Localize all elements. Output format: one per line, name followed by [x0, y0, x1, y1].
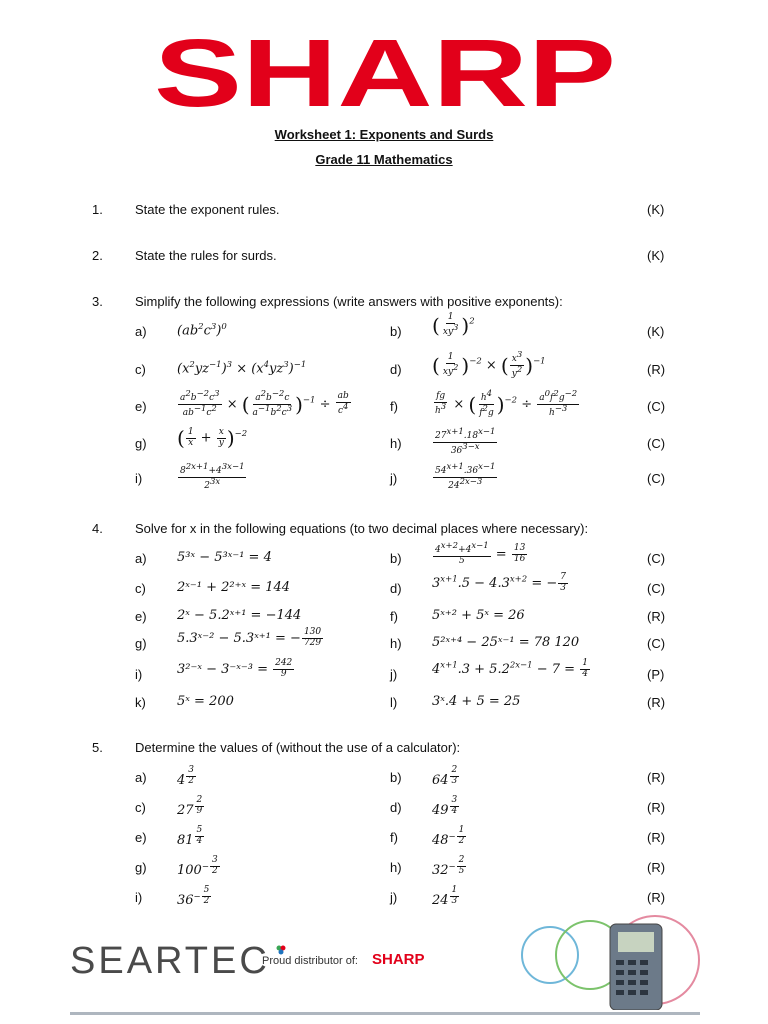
- svg-text:SHARP: SHARP: [154, 28, 616, 116]
- item-label: d): [390, 800, 402, 815]
- item-label: g): [135, 860, 147, 875]
- math-expression: $36^{- \frac{5}{2}}$: [177, 885, 210, 909]
- distributor-tagline: Proud distributor of:: [262, 955, 358, 967]
- seartec-wordmark: SEARTEC: [70, 940, 270, 982]
- item-label: d): [390, 362, 402, 377]
- cognitive-level: (K): [647, 324, 665, 339]
- item-label: c): [135, 800, 146, 815]
- math-expression: $3^{x+1}.5 - 4.3^{x+2}$ = − $\frac{7}{3}$: [432, 572, 566, 593]
- math-expression: $\frac{fg}{h^3}$ × ( $\frac{h^4}{f^2g}$ )$^{-2}$ ÷ $\frac{a^0f^2g^{-2}}{h^{-3}}$: [435, 389, 578, 418]
- cognitive-level: (C): [647, 636, 666, 651]
- item-label: e): [135, 609, 147, 624]
- cognitive-level: (P): [647, 667, 665, 682]
- question-text: Determine the values of (without the use of a calculator):: [135, 740, 461, 755]
- math-expression: ( $\frac{1}{xy^2}$ )$^{-2}$ × ( $\frac{x^3}{y^2}$ )$^{-1}$: [432, 350, 546, 379]
- cognitive-level: (C): [647, 471, 666, 486]
- question-number: 3.: [92, 294, 103, 309]
- math-expression: 3²⁻ˣ − 3⁻ˣ⁻³ = $\frac{242}{9}$: [177, 658, 293, 679]
- math-expression: 24 $^{\frac{1}{3}}$: [432, 885, 458, 909]
- math-expression: $48^{- \frac{1}{2}}$: [432, 825, 465, 849]
- seartec-logo: [70, 940, 284, 983]
- item-label: b): [390, 551, 402, 566]
- item-label: d): [390, 581, 402, 596]
- item-label: k): [135, 695, 146, 710]
- item-label: g): [135, 636, 147, 651]
- item-label: f): [390, 399, 398, 414]
- math-expression: $\frac{27^{x+1}.18^{x-1}}{36^{3-x}}$: [435, 427, 496, 456]
- calculator-graphic: [510, 910, 700, 1010]
- cognitive-level: (R): [647, 609, 666, 624]
- math-expression: 27 $^{\frac{2}{9}}$: [177, 795, 203, 819]
- cognitive-level: (C): [647, 436, 666, 451]
- item-label: f): [390, 609, 398, 624]
- cognitive-level: (C): [647, 551, 666, 566]
- math-expression: $4^{x+1}.3 + 5.2^{2x-1} - 7$ = $\frac{1}{4}$: [432, 658, 588, 679]
- math-expression: 2ˣ⁻¹ + 2²⁺ˣ = 144: [177, 580, 291, 595]
- item-label: c): [135, 581, 146, 596]
- math-expression: ( $\frac{1}{xy^3}$ )$^2$: [432, 312, 475, 338]
- math-expression: ( $\frac{1}{x}$ + $\frac{x}{y}$ )$^{-2}$: [177, 426, 248, 450]
- cognitive-level: (C): [647, 581, 666, 596]
- item-label: i): [135, 667, 143, 682]
- math-expression: 64 $^{\frac{2}{3}}$: [432, 765, 458, 789]
- math-expression: 49 $^{\frac{3}{4}}$: [432, 795, 458, 819]
- footer-divider: [70, 1012, 700, 1015]
- item-label: b): [390, 324, 402, 339]
- item-label: j): [390, 890, 398, 905]
- item-label: e): [135, 830, 147, 845]
- math-expression: $(ab^2c^3)^0$: [177, 322, 227, 339]
- math-expression: $(x^2yz^{-1})^3 \times (x^4yz^3)^{-1}$: [177, 360, 307, 377]
- item-label: b): [390, 770, 402, 785]
- cognitive-level: (C): [647, 399, 666, 414]
- math-expression: 5²ˣ⁺⁴ − 25ˣ⁻¹ = 78 120: [432, 635, 580, 650]
- sharp-logo: [150, 28, 620, 116]
- item-label: a): [135, 551, 147, 566]
- item-label: c): [135, 362, 146, 377]
- cognitive-level: (R): [647, 800, 666, 815]
- item-label: l): [390, 695, 398, 710]
- question-number: 1.: [92, 202, 103, 217]
- question-number: 5.: [92, 740, 103, 755]
- math-expression: $100^{- \frac{3}{2}}$: [177, 855, 218, 879]
- item-label: a): [135, 324, 147, 339]
- question-number: 4.: [92, 521, 103, 536]
- math-expression: 5³ˣ − 5³ˣ⁻¹ = 4: [177, 550, 272, 565]
- item-label: i): [135, 471, 143, 486]
- footer-sharp-logo: SHARP: [372, 951, 425, 968]
- item-label: f): [390, 830, 398, 845]
- math-expression: 3ˣ.4 + 5 = 25: [432, 694, 521, 709]
- color-dots-icon: [276, 942, 286, 952]
- math-expression: $\frac{4^{x+2}+4^{x-1}}{5}$ = $\frac{13}{16}$: [435, 541, 526, 566]
- cognitive-level: (R): [647, 695, 666, 710]
- math-expression: 2ˣ − 5.2ˣ⁺¹ = −144: [177, 608, 302, 623]
- worksheet-subtitle: Grade 11 Mathematics: [315, 152, 453, 167]
- item-label: g): [135, 436, 147, 451]
- item-label: h): [390, 636, 402, 651]
- item-label: h): [390, 860, 402, 875]
- cognitive-level: (R): [647, 890, 666, 905]
- cognitive-level: (R): [647, 770, 666, 785]
- item-label: i): [135, 890, 143, 905]
- math-expression: 5.3ˣ⁻² − 5.3ˣ⁺¹ = − $\frac{130}{729}$: [177, 627, 322, 648]
- math-expression: 5ˣ⁺² + 5ˣ = 26: [432, 608, 525, 623]
- math-expression: 4 $^{\frac{3}{2}}$: [177, 765, 195, 789]
- cognitive-level: (R): [647, 830, 666, 845]
- math-expression: $\frac{8^{2x+1}+4^{3x-1}}{2^{3x}}$: [180, 462, 245, 491]
- item-label: a): [135, 770, 147, 785]
- item-label: j): [390, 471, 398, 486]
- math-expression: $\frac{54^{x+1}.36^{x-1}}{24^{2x-3}}$: [435, 462, 496, 491]
- item-label: e): [135, 399, 147, 414]
- item-label: h): [390, 436, 402, 451]
- cognitive-level: (R): [647, 860, 666, 875]
- question-text: State the exponent rules.: [135, 202, 280, 217]
- question-text: Simplify the following expressions (write answers with positive exponents):: [135, 294, 563, 309]
- math-expression: $\frac{a^2b^{-2}c^3}{ab^{-1}c^2}$ × ( $\frac{a^2b^{-2}c}{a^{-1}b^2c^3}$ )$^{-1}$ ÷ $\frac{ab}{c^4}$: [180, 389, 349, 418]
- math-expression: 81 $^{\frac{5}{4}}$: [177, 825, 203, 849]
- question-text: Solve for x in the following equations (to two decimal places where necessary):: [135, 521, 589, 536]
- question-text: State the rules for surds.: [135, 248, 277, 263]
- item-label: j): [390, 667, 398, 682]
- math-expression: 5ˣ = 200: [177, 694, 234, 709]
- worksheet-title: Worksheet 1: Exponents and Surds: [274, 127, 494, 142]
- cognitive-level: (K): [647, 202, 665, 217]
- math-expression: $32^{- \frac{2}{5}}$: [432, 855, 465, 879]
- cognitive-level: (K): [647, 248, 665, 263]
- cognitive-level: (R): [647, 362, 666, 377]
- question-number: 2.: [92, 248, 103, 263]
